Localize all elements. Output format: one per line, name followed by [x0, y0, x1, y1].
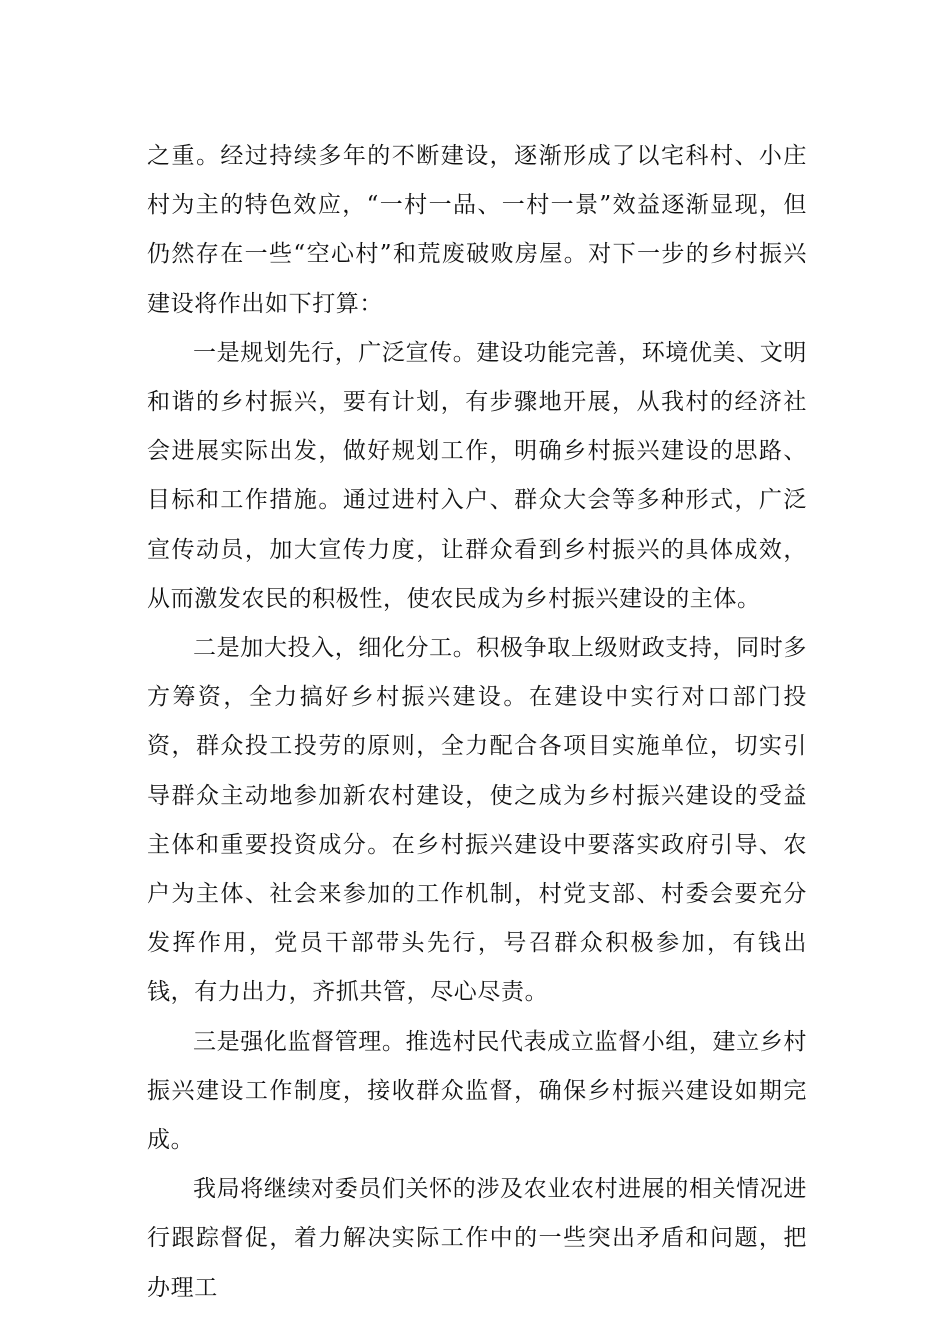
paragraph-5: 我局将继续对委员们关怀的涉及农业农村进展的相关情况进行跟踪督促，着力解决实际工作中的一些突出矛盾和问题，把办理工: [147, 1176, 807, 1301]
paragraph-3: 二是加大投入，细化分工。积极争取上级财政支持，同时多方筹资，全力搞好乡村振兴建设。在建设中实行对口部门投资，群众投工投劳的原则，全力配合各项目实施单位，切实引导群众主动地参加新农村建设，使之成为乡村振兴建设的受益主体和重要投资成分。在乡村振兴建设中要落实政府引导、农户为主体、社会来参加的工作机制，村党支部、村委会要充分发挥作用，党员干部带头先行，号召群众积极参加，有钱出钱，有力出力，齐抓共管，尽心尽责。: [147, 635, 807, 1006]
paragraph-2: 一是规划先行，广泛宣传。建设功能完善，环境优美、文明和谐的乡村振兴，要有计划，有步骤地开展，从我村的经济社会进展实际出发，做好规划工作，明确乡村振兴建设的思路、目标和工作措施。通过进村入户、群众大会等多种形式，广泛宣传动员，加大宣传力度，让群众看到乡村振兴的具体成效，从而激发农民的积极性，使农民成为乡村振兴建设的主体。: [147, 339, 807, 612]
document-body: [147, 132, 807, 1313]
paragraph-4: 三是强化监督管理。推选村民代表成立监督小组，建立乡村振兴建设工作制度，接收群众监督，确保乡村振兴建设如期完成。: [147, 1028, 807, 1154]
paragraph-1: 之重。经过持续多年的不断建设，逐渐形成了以宅科村、小庄村为主的特色效应，“一村一品、一村一景”效益逐渐显现，但仍然存在一些“空心村”和荒废破败房屋。对下一步的乡村振兴建设将作出如下打算：: [147, 143, 807, 317]
